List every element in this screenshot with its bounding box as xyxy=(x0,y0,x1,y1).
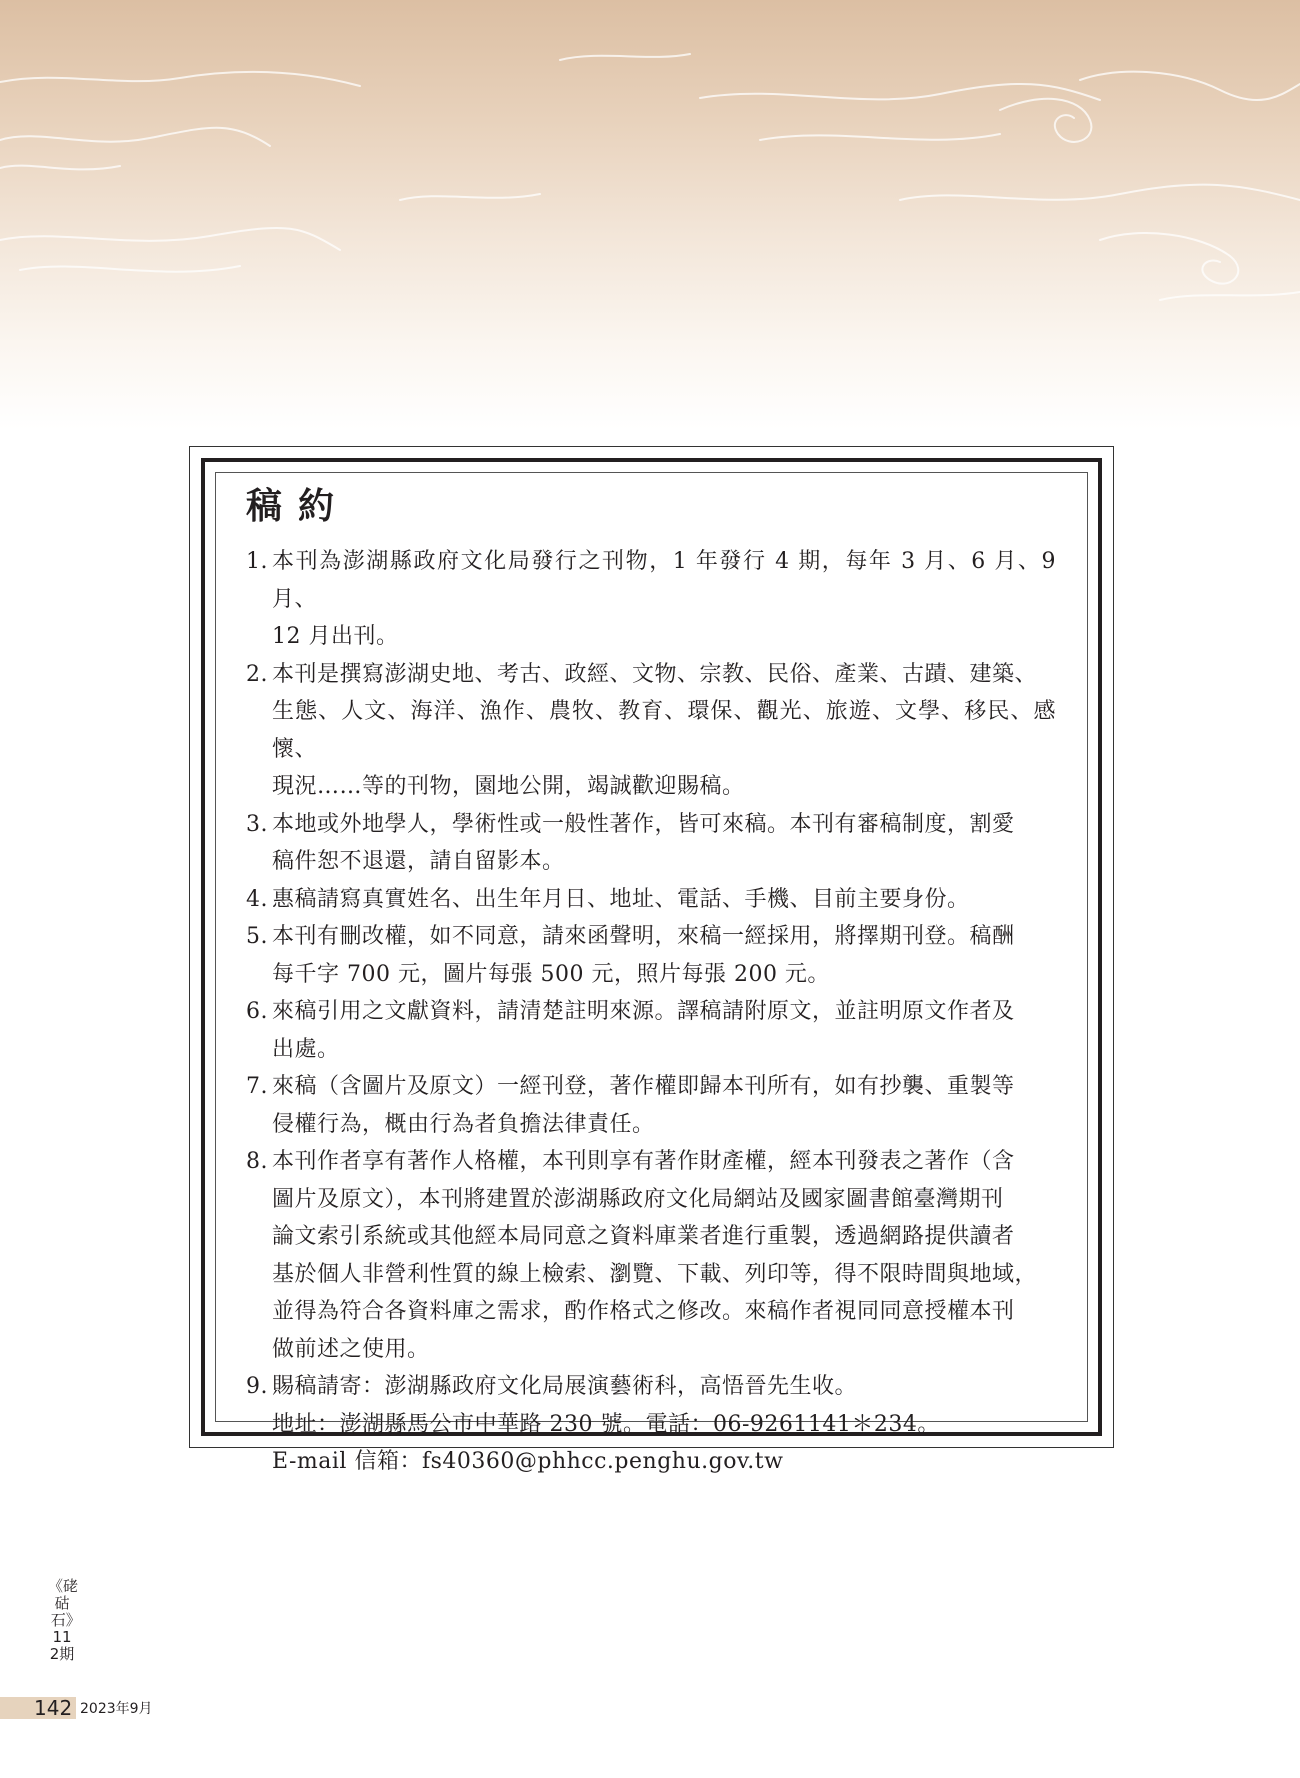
item-number: 6. xyxy=(246,999,268,1024)
submission-notice-box xyxy=(189,446,1114,1474)
issue-date: 2023年9月 xyxy=(80,1701,153,1717)
item-number: 8. xyxy=(246,1149,268,1174)
item-line: 出處。 xyxy=(272,1036,340,1062)
item-line: 現況……等的刊物，園地公開，竭誠歡迎賜稿。 xyxy=(272,774,745,799)
item-line: 本地或外地學人，學術性或一般性著作，皆可來稿。本刊有審稿制度，割愛 xyxy=(272,811,1015,837)
item-line: 生態、人文、海洋、漁作、農牧、教育、環保、觀光、旅遊、文學、移民、感懷、 xyxy=(272,699,1056,762)
item-text xyxy=(272,1068,1056,1143)
item-text xyxy=(272,1143,1056,1368)
item-line: 每千字 700 元，圖片每張 500 元，照片每張 200 元。 xyxy=(272,961,830,987)
item-text xyxy=(272,543,1056,656)
list-item xyxy=(246,1068,1056,1143)
item-number: 5. xyxy=(246,924,268,949)
publication-name: 《硓𥑮石》112期 xyxy=(48,1577,79,1663)
cloud-pattern-icon xyxy=(0,0,1300,430)
decorative-cloud-header xyxy=(0,0,1300,430)
list-item xyxy=(246,656,1056,806)
item-line: 圖片及原文），本刊將建置於澎湖縣政府文化局網站及國家圖書館臺灣期刊 xyxy=(272,1186,1004,1212)
item-text xyxy=(272,1368,1056,1481)
list-item xyxy=(246,1368,1056,1481)
title-char-2: 約 xyxy=(296,483,336,531)
list-item xyxy=(246,543,1056,656)
item-line: 基於個人非營利性質的線上檢索、瀏覽、下載、列印等，得不限時間與地域， xyxy=(272,1261,1038,1287)
item-line: 本刊是撰寫澎湖史地、考古、政經、文物、宗教、民俗、產業、古蹟、建築、 xyxy=(272,661,1038,687)
item-line: 論文索引系統或其他經本局同意之資料庫業者進行重製，透過網路提供讀者 xyxy=(272,1224,1015,1249)
item-text xyxy=(272,993,1056,1068)
list-item xyxy=(246,806,1056,881)
list-item xyxy=(246,918,1056,993)
page-number: 142 xyxy=(34,1696,73,1720)
item-text xyxy=(272,881,1056,919)
item-text xyxy=(272,656,1056,806)
item-line: 本刊作者享有著作人格權，本刊則享有著作財產權，經本刊發表之著作（含 xyxy=(272,1149,1015,1174)
item-line: 地址：澎湖縣馬公市中華路 230 號。電話：06-9261141＊234。 xyxy=(272,1411,940,1437)
item-line: 惠稿請寫真實姓名、出生年月日、地址、電話、手機、目前主要身份。 xyxy=(272,886,970,912)
item-line: 12 月出刊。 xyxy=(272,624,399,649)
item-line: 稿件恕不退還，請自留影本。 xyxy=(272,849,565,874)
item-line: 並得為符合各資料庫之需求，酌作格式之修改。來稿作者視同同意授權本刊 xyxy=(272,1299,1015,1324)
item-line: 本刊為澎湖縣政府文化局發行之刊物，1 年發行 4 期，每年 3 月、6 月、9 月、 xyxy=(272,549,1056,612)
item-number: 7. xyxy=(246,1074,268,1099)
item-text xyxy=(272,918,1056,993)
list-item xyxy=(246,993,1056,1068)
notice-title xyxy=(244,483,336,531)
item-number: 9. xyxy=(246,1374,268,1399)
item-line: E-mail 信箱：fs40360@phhcc.penghu.gov.tw xyxy=(272,1449,784,1474)
item-number: 4. xyxy=(246,886,268,912)
item-line: 來稿（含圖片及原文）一經刊登，著作權即歸本刊所有，如有抄襲、重製等 xyxy=(272,1074,1015,1099)
title-char-1: 稿 xyxy=(244,483,284,531)
item-line: 做前述之使用。 xyxy=(272,1336,430,1362)
item-line: 賜稿請寄：澎湖縣政府文化局展演藝術科，高悟晉先生收。 xyxy=(272,1374,858,1399)
item-number: 2. xyxy=(246,661,268,687)
item-number: 3. xyxy=(246,811,268,837)
item-line: 侵權行為，概由行為者負擔法律責任。 xyxy=(272,1111,655,1137)
item-text xyxy=(272,806,1056,881)
item-line: 本刊有刪改權，如不同意，請來函聲明，來稿一經採用，將擇期刊登。稿酬 xyxy=(272,924,1015,949)
item-line: 來稿引用之文獻資料，請清楚註明來源。譯稿請附原文，並註明原文作者及 xyxy=(272,999,1015,1024)
list-item xyxy=(246,881,1056,919)
notice-items xyxy=(246,543,1056,1481)
item-number: 1. xyxy=(246,549,268,574)
list-item xyxy=(246,1143,1056,1368)
